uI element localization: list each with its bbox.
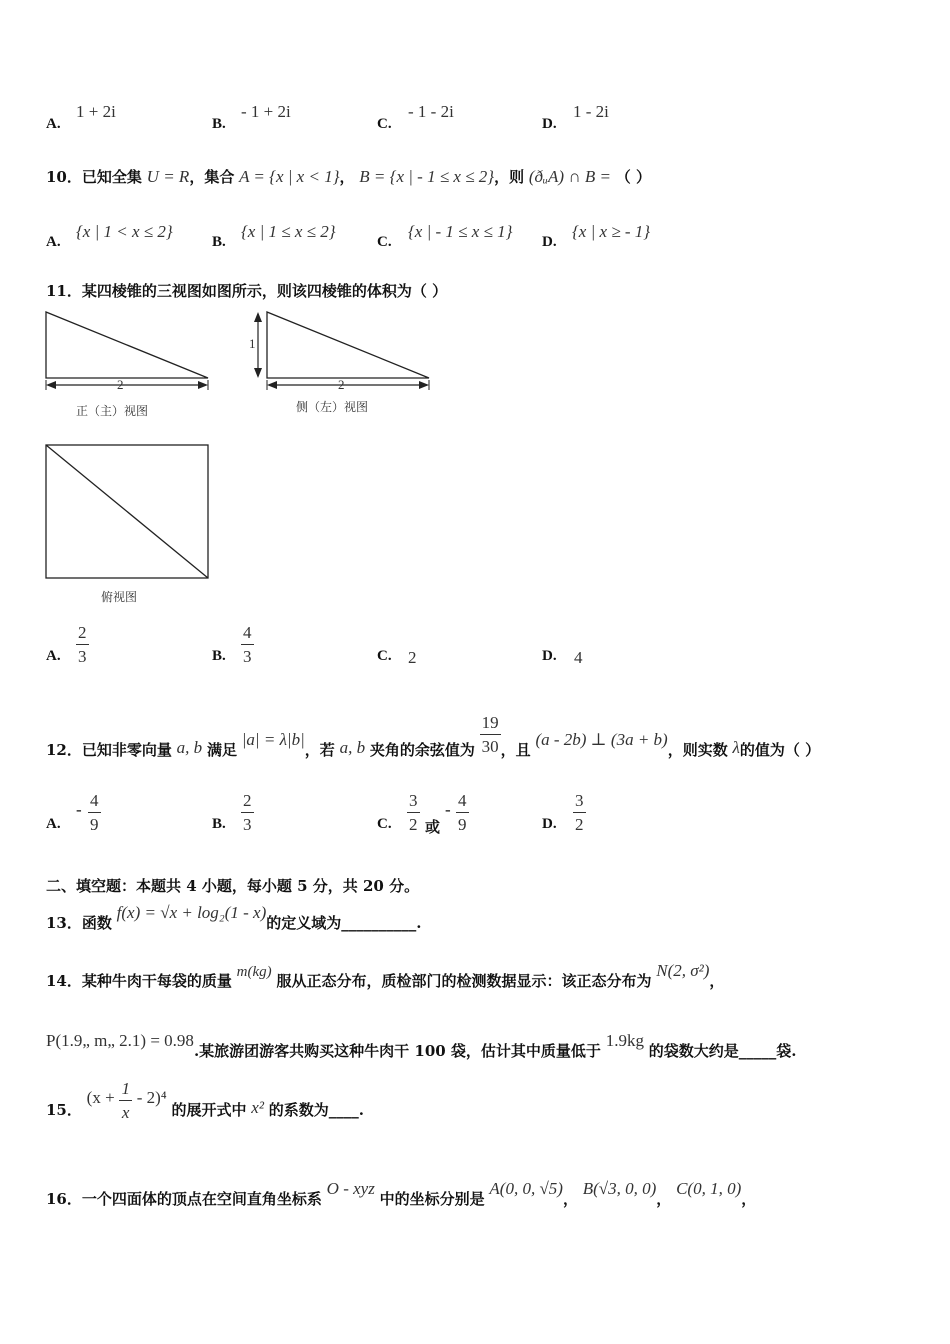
fraction-denominator: 3 bbox=[78, 647, 87, 666]
q14-text: .某旅游团游客共购买这种牛肉干 100 袋，估计其中质量低于 bbox=[193, 1042, 601, 1060]
q16-text: 一个四面体的顶点在空间直角坐标系 bbox=[81, 1190, 322, 1208]
q10-option-a-label: A. bbox=[46, 234, 61, 250]
q12-option-c-label: C. bbox=[377, 816, 392, 832]
q12-condition: |a| = λ|b| bbox=[241, 729, 305, 749]
q16-text: 中的坐标分别是 bbox=[379, 1190, 485, 1208]
side-view-height-label: 1 bbox=[249, 336, 256, 351]
q12-perpendicular-condition: (a - 2b) ⊥ (3a + b) bbox=[535, 729, 668, 749]
q15-expression-start: (x + bbox=[86, 1087, 115, 1107]
question-11-stem: 11．某四棱锥的三视图如图所示，则该四棱锥的体积为（ ） bbox=[46, 282, 448, 300]
fraction-denominator: 9 bbox=[90, 815, 99, 834]
q10-number: 10． bbox=[46, 168, 82, 186]
q14-text: ， bbox=[709, 972, 725, 990]
q12-vectors: a, b bbox=[176, 737, 203, 757]
q15-term: x² bbox=[251, 1097, 264, 1117]
q10-text: ， bbox=[339, 168, 355, 186]
q14-text: 的袋数大约是_____袋. bbox=[648, 1042, 797, 1060]
top-view-caption: 俯视图 bbox=[101, 590, 138, 604]
q13-text: 函数 bbox=[81, 914, 112, 932]
q9-option-b-label: B. bbox=[212, 116, 226, 132]
q10-text: ，则 bbox=[494, 168, 525, 186]
q11-option-b-value bbox=[241, 624, 254, 665]
question-16-stem bbox=[46, 1178, 757, 1208]
fraction-denominator: 2 bbox=[409, 815, 418, 834]
q12-option-c-sign: - bbox=[445, 800, 451, 819]
q12-text: 满足 bbox=[206, 740, 237, 759]
front-view-width-label: 2 bbox=[117, 377, 124, 392]
q11-option-d-value: 4 bbox=[574, 648, 583, 667]
fraction-numerator: 2 bbox=[78, 623, 87, 642]
q10-option-b-value: {x | 1 ≤ x ≤ 2} bbox=[241, 222, 336, 241]
fraction-denominator: 3 bbox=[243, 647, 252, 666]
q12-option-a-value bbox=[88, 792, 101, 833]
q16-separator: ， bbox=[656, 1190, 672, 1208]
q15-number: 15． bbox=[46, 1100, 82, 1119]
q13-text: 的定义域为__________. bbox=[266, 914, 422, 932]
q13-function: f(x) = √x + log₂(1 - x) bbox=[116, 903, 267, 922]
q12-option-c-value-2 bbox=[456, 792, 469, 833]
q9-option-c-label: C. bbox=[377, 116, 392, 132]
q16-separator: ， bbox=[741, 1190, 757, 1208]
q12-option-c-value-1 bbox=[407, 792, 420, 833]
q12-option-b-label: B. bbox=[212, 816, 226, 832]
q10-set-b: B = {x | - 1 ≤ x ≤ 2} bbox=[359, 167, 495, 186]
q16-point-b: B(√3, 0, 0) bbox=[582, 1179, 657, 1198]
fraction-numerator: 2 bbox=[243, 791, 252, 810]
fraction-numerator: 19 bbox=[481, 713, 499, 732]
q10-universal-set: U = R bbox=[146, 167, 190, 186]
fraction-numerator: 3 bbox=[409, 791, 418, 810]
question-15-stem bbox=[46, 1079, 364, 1135]
q16-separator: ， bbox=[562, 1190, 578, 1208]
fraction-numerator: 1 bbox=[121, 1079, 130, 1098]
q11-option-d-label: D. bbox=[542, 648, 557, 664]
q15-expression-end: - 2)⁴ bbox=[136, 1087, 167, 1107]
q11-option-c-value: 2 bbox=[408, 648, 417, 667]
fraction-denominator: 9 bbox=[458, 815, 467, 834]
q15-text: 的系数为____. bbox=[268, 1100, 364, 1119]
q10-expression: (ðᵤA) ∩ B = bbox=[528, 167, 611, 186]
side-view-width-label: 2 bbox=[338, 377, 345, 392]
side-view-caption: 侧（左）视图 bbox=[296, 400, 369, 414]
side-view bbox=[249, 312, 429, 392]
section-2-heading: 二、填空题：本题共 4 小题，每小题 5 分，共 20 分。 bbox=[46, 877, 420, 895]
q12-text: 已知非零向量 bbox=[81, 740, 172, 759]
q10-option-d-label: D. bbox=[542, 234, 557, 250]
q15-fraction bbox=[119, 1080, 132, 1121]
q12-vectors: a, b bbox=[339, 737, 366, 757]
q11-option-b-label: B. bbox=[212, 648, 226, 664]
q12-option-d-label: D. bbox=[542, 816, 557, 832]
q14-probability: P(1.9„ m„ 2.1) = 0.98 bbox=[46, 1031, 194, 1050]
question-14-continued bbox=[46, 1030, 797, 1060]
q14-normal-distribution: N(2, σ²) bbox=[656, 961, 710, 980]
q13-number: 13． bbox=[46, 914, 82, 932]
q12-cosine-value bbox=[480, 714, 501, 755]
q10-option-b-label: B. bbox=[212, 234, 226, 250]
q12-text: 的值为（ ） bbox=[739, 740, 821, 759]
q9-option-a-value: 1 + 2i bbox=[76, 102, 116, 121]
three-view-figure bbox=[0, 0, 950, 620]
q11-option-a-label: A. bbox=[46, 648, 61, 664]
q12-option-d-value bbox=[573, 792, 586, 833]
q9-option-d-value: 1 - 2i bbox=[573, 102, 609, 121]
q14-number: 14． bbox=[46, 972, 82, 990]
top-view bbox=[46, 445, 208, 578]
fraction-denominator: 3 bbox=[243, 815, 252, 834]
q12-text: 夹角的余弦值为 bbox=[369, 740, 475, 759]
question-14-stem bbox=[46, 960, 725, 990]
q9-option-d-label: D. bbox=[542, 116, 557, 132]
q12-lambda: λ bbox=[732, 737, 740, 757]
question-13-stem bbox=[46, 902, 422, 932]
q9-option-c-value: - 1 - 2i bbox=[408, 102, 454, 121]
q15-text: 的展开式中 bbox=[171, 1100, 247, 1119]
fraction-numerator: 4 bbox=[90, 791, 99, 810]
q12-number: 12． bbox=[46, 740, 82, 759]
fraction-numerator: 4 bbox=[243, 623, 252, 642]
q14-threshold: 1.9kg bbox=[605, 1031, 644, 1050]
fraction-numerator: 3 bbox=[575, 791, 584, 810]
q9-option-b-value: - 1 + 2i bbox=[241, 102, 291, 121]
q12-option-a-label: A. bbox=[46, 816, 61, 832]
q16-number: 16． bbox=[46, 1190, 82, 1208]
q10-option-c-label: C. bbox=[377, 234, 392, 250]
q10-option-c-value: {x | - 1 ≤ x ≤ 1} bbox=[408, 222, 513, 241]
q16-point-a: A(0, 0, √5) bbox=[489, 1179, 563, 1198]
front-view-caption: 正（主）视图 bbox=[76, 404, 149, 418]
q9-option-a-label: A. bbox=[46, 116, 61, 132]
q11-option-c-label: C. bbox=[377, 648, 392, 664]
q12-option-c-or: 或 bbox=[425, 818, 441, 836]
q14-mass-variable: m(kg) bbox=[236, 964, 272, 980]
fraction-denominator: 2 bbox=[575, 815, 584, 834]
question-12-stem bbox=[46, 706, 821, 759]
q10-text: 已知全集 bbox=[81, 168, 142, 186]
q16-coordinate-system: O - xyz bbox=[326, 1179, 375, 1198]
fraction-denominator: 30 bbox=[481, 737, 499, 756]
q11-option-a-value bbox=[76, 624, 89, 665]
q16-point-c: C(0, 1, 0) bbox=[676, 1179, 742, 1198]
front-view bbox=[46, 312, 208, 392]
q10-option-d-value: {x | x ≥ - 1} bbox=[572, 222, 651, 241]
q14-text: 某种牛肉干每袋的质量 bbox=[81, 972, 232, 990]
q10-set-a: A = {x | x < 1} bbox=[239, 167, 340, 186]
q12-text: ，则实数 bbox=[667, 740, 728, 759]
q12-text: ，若 bbox=[304, 740, 335, 759]
q12-option-b-value bbox=[241, 792, 254, 833]
fraction-numerator: 4 bbox=[458, 791, 467, 810]
q12-option-a-sign: - bbox=[76, 800, 82, 819]
q10-answer-blank: （ ） bbox=[615, 168, 651, 186]
q10-text: ，集合 bbox=[189, 168, 235, 186]
q10-option-a-value: {x | 1 < x ≤ 2} bbox=[76, 222, 173, 241]
q12-text: ，且 bbox=[500, 740, 531, 759]
fraction-denominator: x bbox=[121, 1103, 130, 1122]
q14-text: 服从正态分布，质检部门的检测数据显示：该正态分布为 bbox=[276, 972, 652, 990]
